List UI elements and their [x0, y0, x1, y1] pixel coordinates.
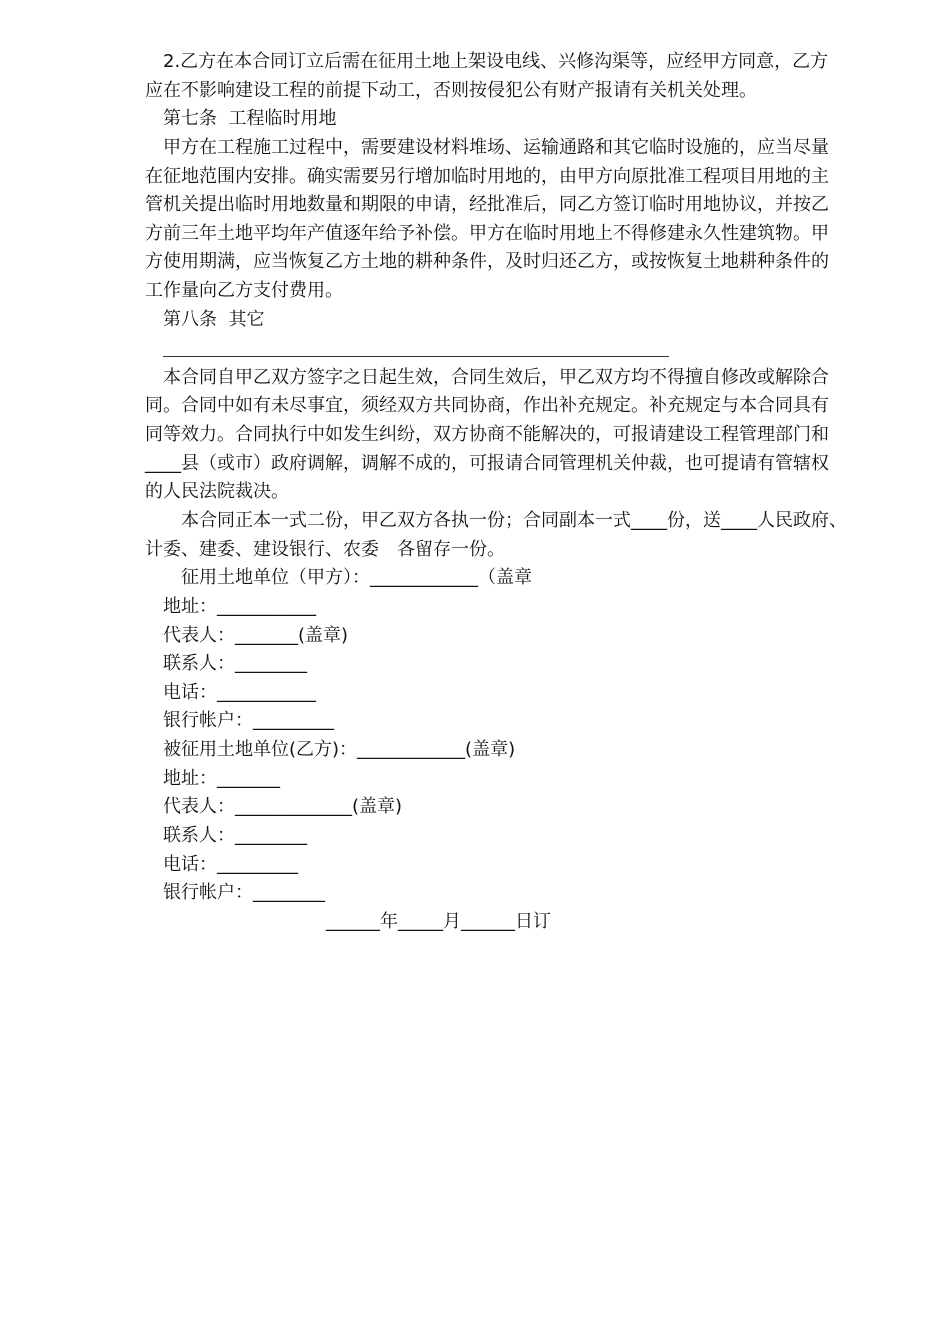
party-b-contact: 联系人：________ — [145, 825, 307, 846]
party-b-phone: 电话：_________ — [145, 854, 298, 875]
clause6-item2-line2: 应在不影响建设工程的前提下动工，否则按侵犯公有财产报请有关机关处理。 — [145, 80, 757, 101]
clause6-item2-line1: 2.乙方在本合同订立后需在征用土地上架设电线、兴修沟渠等，应经甲方同意，乙方 — [145, 51, 829, 72]
article7-line: 工作量向乙方支付费用。 — [145, 280, 343, 301]
article8-line: 同。合同中如有未尽事宜，须经双方共同协商，作出补充规定。补充规定与本合同具有 — [145, 395, 829, 416]
article7-line: 在征地范围内安排。确实需要另行增加临时用地的，由甲方向原批准工程项目用地的主 — [145, 166, 829, 187]
article7-line: 方使用期满，应当恢复乙方土地的耕种条件，及时归还乙方，或按恢复土地耕种条件的 — [145, 251, 829, 272]
party-b-unit: 被征用土地单位(乙方)：____________(盖章) — [145, 739, 516, 760]
party-a-contact: 联系人：________ — [145, 653, 307, 674]
article7-heading: 第七条 工程临时用地 — [145, 108, 337, 129]
party-a-unit: 征用土地单位（甲方）：____________（盖章 — [145, 567, 532, 588]
article8-line: 同等效力。合同执行中如发生纠纷，双方协商不能解决的，可报请建设工程管理部门和 — [145, 424, 829, 445]
blank-rule-line — [163, 356, 669, 357]
party-b-address: 地址：_______ — [145, 768, 280, 789]
copies-line1: 本合同正本一式二份，甲乙双方各执一份；合同副本一式____份，送____人民政府、 — [145, 510, 847, 531]
article8-heading: 第八条 其它 — [145, 309, 265, 330]
article8-line: ____县（或市）政府调解，调解不成的，可报请合同管理机关仲裁，也可提请有管辖权 — [145, 453, 829, 474]
party-a-bank: 银行帐户：_________ — [145, 710, 334, 731]
article8-line: 本合同自甲乙双方签字之日起生效，合同生效后，甲乙双方均不得擅自修改或解除合 — [145, 367, 829, 388]
article7-line: 管机关提出临时用地数量和期限的申请，经批准后，同乙方签订临时用地协议，并按乙 — [145, 194, 829, 215]
party-a-phone: 电话：___________ — [145, 682, 316, 703]
copies-line2: 计委、建委、建设银行、农委 各留存一份。 — [145, 539, 505, 560]
article7-line: 方前三年土地平均年产值逐年给予补偿。甲方在临时用地上不得修建永久性建筑物。甲 — [145, 223, 829, 244]
article7-line: 甲方在工程施工过程中，需要建设材料堆场、运输通路和其它临时设施的，应当尽量 — [145, 137, 829, 158]
signing-date-line: ______年_____月______日订 — [326, 911, 551, 932]
party-a-representative: 代表人：_______(盖章) — [145, 625, 349, 646]
party-b-bank: 银行帐户：________ — [145, 882, 325, 903]
party-b-representative: 代表人：_____________(盖章) — [145, 796, 403, 817]
party-a-address: 地址：___________ — [145, 596, 316, 617]
article8-line: 的人民法院裁决。 — [145, 481, 289, 502]
